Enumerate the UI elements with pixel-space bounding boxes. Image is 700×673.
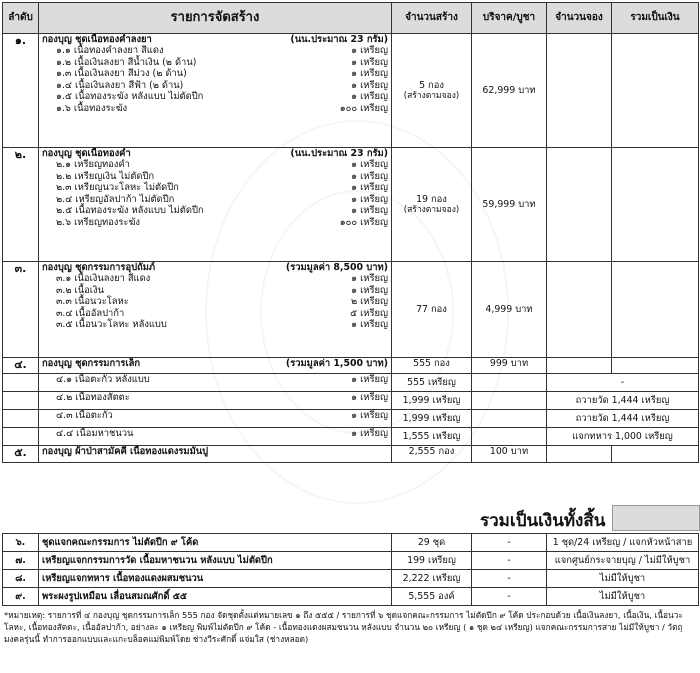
item-line	[42, 428, 388, 439]
group-number: ๔.	[3, 358, 39, 374]
total-cell[interactable]	[612, 262, 699, 358]
extra-note: ไม่มีให้บูชา	[547, 570, 699, 588]
item-qty: ๑ เหรียญ	[351, 159, 388, 171]
main-table	[2, 2, 699, 463]
item-line	[42, 45, 388, 56]
item-qty: ๑ เหรียญ	[351, 170, 388, 182]
item-name: ๒.๓ เหรียญนวะโลหะ ไม่ตัดปีก	[56, 182, 179, 194]
item-line	[42, 296, 388, 307]
item-line	[42, 68, 388, 79]
item-name: ๔.๔ เนื้อมหาชนวน	[56, 428, 134, 439]
col-header-items: รายการจัดสร้าง	[39, 3, 392, 34]
item-line	[42, 182, 388, 193]
group-row-3	[3, 262, 699, 358]
extra-note: แจกศูนย์กระจายบุญ / ไม่มีให้บูชา	[547, 552, 699, 570]
group-amount-cell	[392, 262, 472, 358]
reserve-cell[interactable]	[547, 262, 612, 358]
extra-name: ชุดแจกคณะกรรมการ ไม่ตัดปีก ๙ โค้ด	[39, 534, 392, 552]
group-title: กองบุญ ผ้าป่าสามัคคี เนื้อทองแดงรมมันปู	[39, 446, 392, 463]
group-row-2	[3, 148, 699, 262]
item-amount: 1,999 เหรียญ	[392, 410, 472, 428]
item-qty: ๑ เหรียญ	[351, 205, 388, 217]
item-qty: ๑๐๐ เหรียญ	[339, 102, 388, 114]
extra-price: -	[472, 588, 547, 606]
reserve-cell[interactable]	[547, 34, 612, 148]
item-name: ๒.๔ เหรียญอัลปาก้า ไม่ตัดปีก	[56, 193, 175, 205]
group-note: (นน.ประมาณ 23 กรัม)	[290, 148, 388, 159]
sub-item-row	[3, 392, 699, 410]
col-header-reserved: จำนวนจอง	[547, 3, 612, 34]
blank-cell	[472, 428, 547, 446]
group-amount: 5 กอง	[419, 79, 444, 91]
group-amount: 77 กอง	[416, 303, 447, 315]
sub-item-cell	[39, 428, 392, 446]
group-price: 4,999 บาท	[472, 262, 547, 358]
total-cell[interactable]	[612, 358, 699, 374]
item-line	[42, 273, 388, 284]
blank-cell	[472, 410, 547, 428]
item-amount: 1,999 เหรียญ	[392, 392, 472, 410]
group-title-line	[42, 358, 388, 369]
item-line	[42, 159, 388, 170]
item-qty: ๑๐๐ เหรียญ	[339, 216, 388, 228]
blank-cell	[472, 374, 547, 392]
extra-amount: 5,555 องค์	[392, 588, 472, 606]
group-price: 59,999 บาท	[472, 148, 547, 262]
extra-row	[3, 588, 699, 606]
extra-number: ๖.	[3, 534, 39, 552]
blank-cell	[3, 374, 39, 392]
item-line	[42, 57, 388, 68]
footnote: *หมายเหตุ: รายการที่ ๔ กองบุญ ชุดกรรมการเล็ก 555 กอง จัดชุดตั้งแต่หมายเลข ๑ ถึง ๕๕๕ / รายการที่ ๖ ชุดแจกคณะกรรมการ ไม่ตัดปีก ๙ โค้ด ประกอบด้วย เนื้อเงินลงยา, เนื้อเงิน, เนื้อนวะโลหะ, เนื้อทองสัตตะ, เนื้ออัลปาก้า, อย่างละ ๑ เหรียญ พิมพ์ไม่ตัดปีก ๙ โค้ด - เนื้อทองแดงผสมชนวน หลังแบบ จำนวน ๒๐ เหรียญ ( ๑ ชุด ๒๔ เหรียญ) แจกคณะกรรมการสาย ไม่มีให้บูชา / วัตถุมงคลรุ่นนี้ ทำการออกแบบและแกะบล็อคแม่พิมพ์โดย ช่างวีระศักดิ์ แจ่มใส (ช่างหลอด)	[4, 610, 683, 645]
sub-item-row	[3, 428, 699, 446]
item-qty: ๑ เหรียญ	[351, 79, 388, 91]
header-row	[3, 3, 699, 34]
extra-amount: 2,222 เหรียญ	[392, 570, 472, 588]
group-title: กองบุญ ชุดเนื้อทองคำ	[42, 148, 131, 159]
item-total-note: ถวายวัด 1,444 เหรียญ	[547, 392, 699, 410]
item-name: ๔.๓ เนื้อตะกั่ว	[56, 410, 113, 421]
item-name: ๓.๕ เนื้อนวะโลหะ หลังแบบ	[56, 319, 167, 331]
group-items-cell	[39, 34, 392, 148]
item-name: ๔.๒ เนื้อทองสัตตะ	[56, 392, 130, 403]
group-row-1	[3, 34, 699, 148]
sub-item-row	[3, 374, 699, 392]
item-qty: ๒ เหรียญ	[350, 296, 388, 308]
item-name: ๓.๑ เนื้อเงินลงยา สีแดง	[56, 273, 151, 285]
sub-item-cell	[39, 410, 392, 428]
group-number: ๓.	[3, 262, 39, 358]
blank-cell	[3, 410, 39, 428]
extra-row	[3, 534, 699, 552]
item-qty: ๑ เหรียญ	[351, 392, 388, 403]
item-line	[42, 205, 388, 216]
col-header-amount: จำนวนสร้าง	[392, 3, 472, 34]
extra-name: พระผงรูปเหมือน เลื่อนสมณศักดิ์ ๕๕	[39, 588, 392, 606]
item-qty: ๑ เหรียญ	[351, 319, 388, 331]
group-note: (รวมมูลค่า 8,500 บาท)	[285, 262, 388, 273]
grand-total-box[interactable]	[612, 505, 700, 531]
blank-cell	[3, 428, 39, 446]
group-title-line	[42, 262, 388, 273]
extra-price: -	[472, 552, 547, 570]
item-qty: ๑ เหรียญ	[351, 374, 388, 385]
group-amount: 555 กอง	[392, 358, 472, 374]
group-price: 999 บาท	[472, 358, 547, 374]
item-qty: ๑ เหรียญ	[351, 410, 388, 421]
group-number: ๕.	[3, 446, 39, 463]
sub-item-cell	[39, 374, 392, 392]
item-name: ๒.๒ เหรียญเงิน ไม่ตัดปีก	[56, 170, 155, 182]
group-amount-note: (สร้างตามจอง)	[403, 91, 460, 102]
item-name: ๓.๒ เนื้อเงิน	[56, 284, 104, 296]
item-name: ๑.๓ เนื้อเงินลงยา สีม่วง (๒ ด้าน)	[56, 68, 187, 80]
extra-number: ๙.	[3, 588, 39, 606]
item-qty: ๑ เหรียญ	[351, 284, 388, 296]
reserve-cell[interactable]	[547, 148, 612, 262]
item-line	[42, 308, 388, 319]
item-line	[42, 374, 388, 385]
extra-name: เหรียญแจกกรรมการวัด เนื้อมหาชนวน หลังแบบ ไม่ตัดปีก	[39, 552, 392, 570]
col-header-total: รวมเป็นเงิน	[612, 3, 699, 34]
item-qty: ๑ เหรียญ	[351, 273, 388, 285]
item-qty: ๑ เหรียญ	[351, 56, 388, 68]
group-note: (รวมมูลค่า 1,500 บาท)	[285, 358, 388, 369]
group-amount-cell	[392, 148, 472, 262]
total-cell[interactable]	[612, 148, 699, 262]
col-header-donation: บริจาค/บูชา	[472, 3, 547, 34]
item-name: ๒.๑ เหรียญทองคำ	[56, 159, 130, 171]
blank-cell	[3, 392, 39, 410]
extra-row	[3, 552, 699, 570]
item-name: ๑.๒ เนื้อเงินลงยา สีน้ำเงิน (๒ ด้าน)	[56, 56, 197, 68]
item-qty: ๕ เหรียญ	[350, 307, 388, 319]
item-amount: 1,555 เหรียญ	[392, 428, 472, 446]
group-note: (นน.ประมาณ 23 กรัม)	[290, 34, 388, 45]
item-line	[42, 80, 388, 91]
item-total-note: ถวายวัด 1,444 เหรียญ	[547, 410, 699, 428]
item-line	[42, 410, 388, 421]
group-title-line	[42, 34, 388, 45]
extra-number: ๘.	[3, 570, 39, 588]
extra-amount: 199 เหรียญ	[392, 552, 472, 570]
group-price: 100 บาท	[472, 446, 547, 463]
group-items-cell	[39, 148, 392, 262]
grand-total-label: รวมเป็นเงินทั้งสิ้น	[480, 511, 606, 531]
item-qty: ๑ เหรียญ	[351, 182, 388, 194]
group-number: ๒.	[3, 148, 39, 262]
item-line	[42, 171, 388, 182]
extras-table	[2, 533, 699, 606]
item-name: ๑.๖ เนื้อทองระฆัง	[56, 102, 128, 114]
sub-item-cell	[39, 392, 392, 410]
item-name: ๓.๓ เนื้อนวะโลหะ	[56, 296, 129, 308]
extra-note: 1 ชุด/24 เหรียญ / แจกหัวหน้าสาย	[547, 534, 699, 552]
item-name: ๑.๕ เนื้อทองระฆัง หลังแบบ ไม่ตัดปีก	[56, 91, 204, 103]
item-line	[42, 217, 388, 228]
item-line	[42, 194, 388, 205]
group-title: กองบุญ ชุดกรรมการอุปถัมภ์	[42, 262, 156, 273]
group-title-cell	[39, 358, 392, 374]
item-name: ๑.๑ เนื้อทองคำลงยา สีแดง	[56, 45, 164, 57]
item-qty: ๑ เหรียญ	[351, 193, 388, 205]
item-name: ๒.๕ เนื้อทองระฆัง หลังแบบ ไม่ตัดปีก	[56, 205, 204, 217]
total-cell[interactable]	[612, 34, 699, 148]
item-name: ๑.๔ เนื้อเงินลงยา สีฟ้า (๒ ด้าน)	[56, 79, 184, 91]
extra-amount: 29 ชุด	[392, 534, 472, 552]
item-qty: ๑ เหรียญ	[351, 428, 388, 439]
group-number: ๑.	[3, 34, 39, 148]
group-amount-note: (สร้างตามจอง)	[403, 205, 460, 216]
extra-number: ๗.	[3, 552, 39, 570]
reserve-cell[interactable]	[547, 358, 612, 374]
item-name: ๓.๔ เนื้ออัลปาก้า	[56, 307, 125, 319]
item-line	[42, 285, 388, 296]
extra-note: ไม่มีให้บูชา	[547, 588, 699, 606]
group-title: กองบุญ ชุดเนื้อทองคำลงยา	[42, 34, 152, 45]
item-line	[42, 91, 388, 102]
item-qty: ๑ เหรียญ	[351, 91, 388, 103]
group-title: กองบุญ ชุดกรรมการเล็ก	[42, 358, 141, 369]
item-total-note: -	[547, 374, 699, 392]
item-amount: 555 เหรียญ	[392, 374, 472, 392]
item-total-note: แจกทหาร 1,000 เหรียญ	[547, 428, 699, 446]
item-line	[42, 319, 388, 330]
group-row-5	[3, 446, 699, 463]
item-name: ๔.๑ เนื้อตะกั่ว หลังแบบ	[56, 374, 150, 385]
item-qty: ๑ เหรียญ	[351, 68, 388, 80]
group-row-4	[3, 358, 699, 374]
group-amount: 19 กอง	[416, 193, 447, 205]
reserve-cell[interactable]	[547, 446, 612, 463]
item-qty: ๑ เหรียญ	[351, 45, 388, 57]
extra-price: -	[472, 534, 547, 552]
blank-cell	[472, 392, 547, 410]
group-title-line	[42, 148, 388, 159]
group-amount-cell	[392, 34, 472, 148]
group-price: 62,999 บาท	[472, 34, 547, 148]
item-line	[42, 392, 388, 403]
extra-row	[3, 570, 699, 588]
group-amount: 2,555 กอง	[392, 446, 472, 463]
col-header-no: ลำดับ	[3, 3, 39, 34]
extra-price: -	[472, 570, 547, 588]
sub-item-row	[3, 410, 699, 428]
item-name: ๒.๖ เหรียญทองระฆัง	[56, 216, 140, 228]
item-line	[42, 103, 388, 114]
extra-name: เหรียญแจกทหาร เนื้อทองแดงผสมชนวน	[39, 570, 392, 588]
total-cell[interactable]	[612, 446, 699, 463]
group-items-cell	[39, 262, 392, 358]
